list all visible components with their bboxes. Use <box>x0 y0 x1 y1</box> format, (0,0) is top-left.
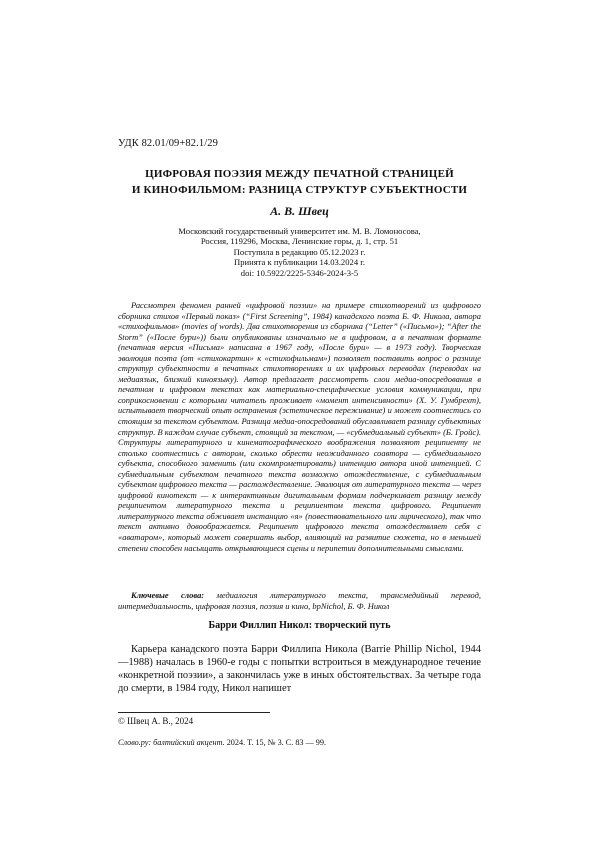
copyright: © Швец А. В., 2024 <box>118 716 194 726</box>
journal-details: 2024. Т. 15, № 3. С. 83 — 99. <box>224 738 327 747</box>
accepted-date: Принята к публикации 14.03.2024 г. <box>234 257 365 268</box>
abstract: Рассмотрен феномен ранней «цифровой поэзии» на примере стихотворений из цифрового сборника стихов «Первый показ» (“First Screening”, 1984) канадского поэта Б. Ф. Никола, автора «стихофильмов» (movies of words). Два стихотворения из сборника (“Letter” («Письмо»); “After the Storm” («После бури»)) были опубликованы изначально не в цифровом, а в печатном формате (печатная версия «Письма» написана в 1967 году, «После бури» — в 1973 году). Творческая эволюция поэта (от «стихокартин» к «стихофильмам») позволяет поставить вопрос о разнице структур субъектности в печатных стихотворениях и их цифровых переводах (переводах на медиаязык, близкий киноязыку). Автор предлагает рассмотреть слои медиа-опосредования в печатном и цифровом текстах как материально-специфические условия коммуникации, при соприкосновении с которыми читатель проживает «момент интенсивности» (Х. У. Гумбрехт), испытывает творческий опыт остранения (эстетическое переживание) и может соотнестись со стоящим за текстом субъектом. Разница медиа-опосредований обуславливает разницу субъектных структур. В каждом случае субъект, стоящий за текстом, — «субмедиальный субъект» (Б. Гройс). Структуры литературного и кинематографического воображения позволяют реципиенту не столько соотнестись с автором, сколько обрести неожиданного соавтора — субмедиального субъекта, способного заменить (или скомпрометировать) интенцию автора иной интенцией. С субмедиальным субъектом печатного текста возможно отождествление, с субмедиальным субъектом цифрового текста — растождествление. Эволюция от литературного текста — через цифровой кинотекст — к интерактивным дигитальным формам подчеркивает разницу между реципиентом литературного текста и реципиентом текста цифрового. Реципиент литературного текста обживает инстанцию «я» (повествовательного или лирического), так что текст активно довоображается. Реципиент цифрового текста отождествляет себя с «аватаром», который может совершать выбор, влияющий на развитие сюжета, но в меньшей степени способен насыщать открывающиеся сцены и перипетии дополнительными смыслами. <box>118 300 481 553</box>
author-name: А. В. Швец <box>270 204 329 218</box>
udc-code: УДК 82.01/09+82.1/29 <box>118 138 218 149</box>
doi: doi: 10.5922/2225-5346-2024-3-5 <box>240 267 359 278</box>
article-title <box>118 166 481 198</box>
footnote-rule <box>118 712 270 713</box>
keywords <box>118 590 481 611</box>
section-heading: Барри Филлип Никол: творческий путь <box>208 620 391 631</box>
journal-name: Слово.ру: балтийский акцент. <box>118 738 225 747</box>
title-line-2: И КИНОФИЛЬМОМ: РАЗНИЦА СТРУКТУР СУБЪЕКТНОСТИ <box>131 184 468 196</box>
keywords-text: медиалогия литературного текста, трансмедийный перевод, интермедиальность, цифровая поэзия, поэзия и кино, bpNichol, Б. Ф. Никол <box>118 590 481 611</box>
received-date: Поступила в редакцию 05.12.2023 г. <box>233 246 366 257</box>
affiliation-line-2: Россия, 119296, Москва, Ленинские горы, д. 1, стр. 51 <box>200 236 399 247</box>
keywords-label: Ключевые слова: <box>131 590 205 600</box>
journal-citation <box>118 738 326 747</box>
body-paragraph: Карьера канадского поэта Барри Филлипа Никола (Barrie Phillip Nichol, 1944—1988) началась в 1960-е годы с попытки встроиться в международное течение «конкретной поэзии», а закончилась уже в иных обстоятельствах. За четыре года до смерти, в 1984 году, Никол напишет <box>118 644 481 694</box>
affiliation-block <box>118 226 481 278</box>
affiliation-line-1: Московский государственный университет им. М. В. Ломоносова, <box>178 226 421 236</box>
title-line-1: ЦИФРОВАЯ ПОЭЗИЯ МЕЖДУ ПЕЧАТНОЙ СТРАНИЦЕЙ <box>145 168 454 180</box>
